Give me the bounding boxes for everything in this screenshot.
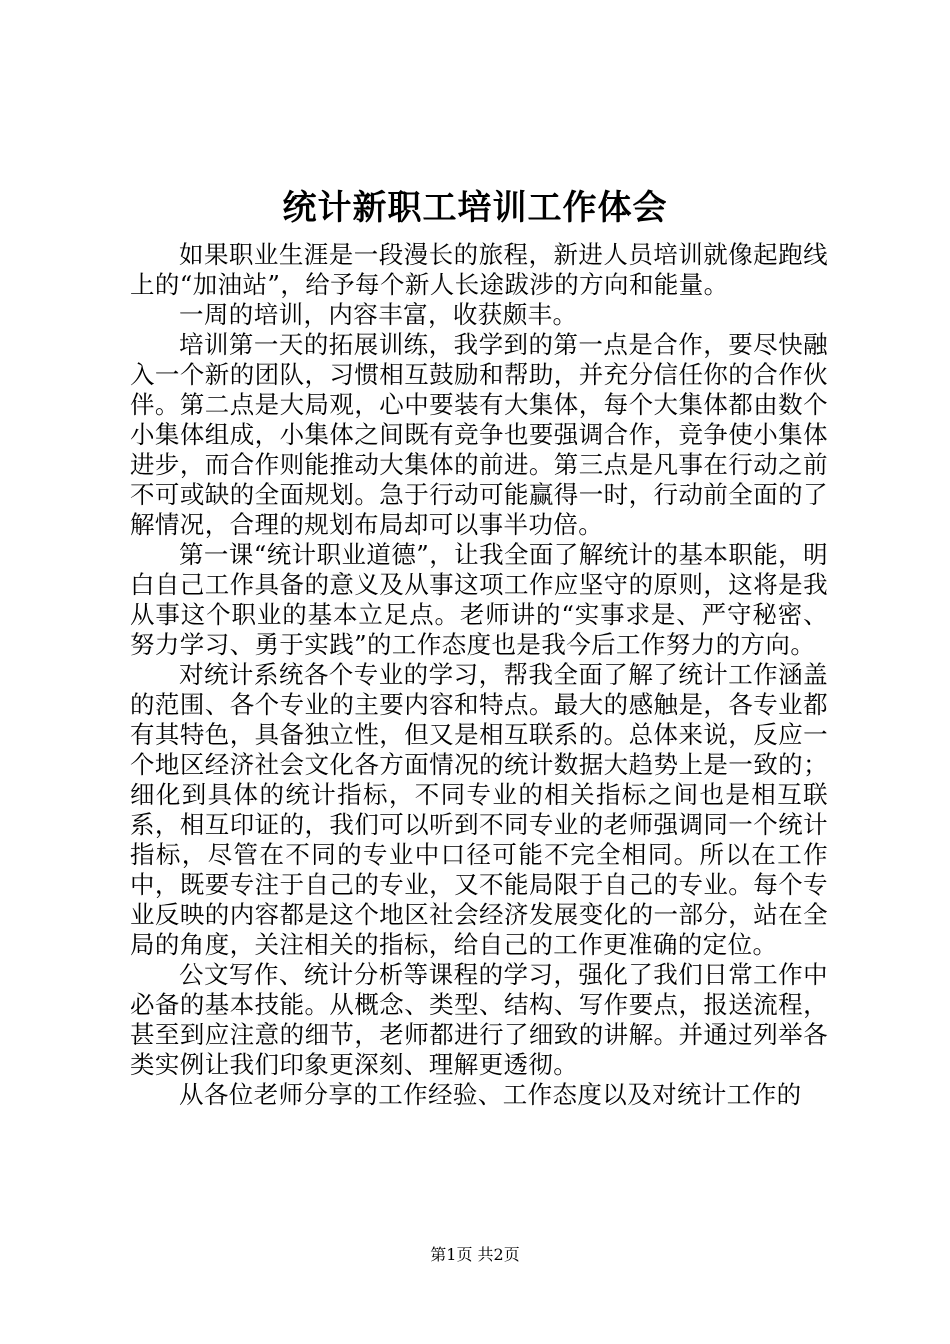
paragraph: 一周的培训，内容丰富，收获颇丰。 (179, 300, 578, 329)
paragraph: 第一课“统计职业道德”，让我全面了解统计的基本职能，明白自己工作具备的意义及从事这项工作应坚守的原则，这将是我从事这个职业的基本立足点。老师讲的“实事求是、严守秘密、努力学习、勇于实践”的工作态度也是我今后工作努力的方向。 (130, 540, 828, 659)
paragraph: 公文写作、统计分析等课程的学习，强化了我们日常工作中必备的基本技能。从概念、类型、结构、写作要点，报送流程，甚至到应注意的细节，老师都进行了细致的讲解。并通过列举各类实例让我们印象更深刻、理解更透彻。 (130, 960, 828, 1079)
paragraph: 对统计系统各个专业的学习，帮我全面了解了统计工作涵盖的范围、各个专业的主要内容和特点。最大的感触是，各专业都有其特色，具备独立性，但又是相互联系的。总体来说，反应一个地区经济社会文化各方面情况的统计数据大趋势上是一致的；细化到具体的统计指标，不同专业的相关指标之间也是相互联系，相互印证的，我们可以听到不同专业的老师强调同一个统计指标，尽管在不同的专业中口径可能不完全相同。所以在工作中，既要专注于自己的专业，又不能局限于自己的专业。每个专业反映的内容都是这个地区社会经济发展变化的一部分，站在全局的角度，关注相关的指标，给自己的工作更准确的定位。 (130, 660, 828, 959)
document-body (130, 240, 828, 1110)
page-number-footer: 第1页 共2页 (430, 1245, 520, 1264)
paragraph: 从各位老师分享的工作经验、工作态度以及对统计工作的 (179, 1080, 802, 1109)
paragraph: 培训第一天的拓展训练，我学到的第一点是合作，要尽快融入一个新的团队，习惯相互鼓励和帮助，并充分信任你的合作伙伴。第二点是大局观，心中要装有大集体，每个大集体都由数个小集体组成，小集体之间既有竞争也要强调合作，竞争使小集体进步，而合作则能推动大集体的前进。第三点是凡事在行动之前不可或缺的全面规划。急于行动可能赢得一时，行动前全面的了解情况，合理的规划布局却可以事半功倍。 (130, 330, 828, 539)
document-title: 统计新职工培训工作体会 (282, 188, 668, 228)
paragraph: 如果职业生涯是一段漫长的旅程，新进人员培训就像起跑线上的“加油站”，给予每个新人长途跋涉的方向和能量。 (130, 240, 828, 299)
